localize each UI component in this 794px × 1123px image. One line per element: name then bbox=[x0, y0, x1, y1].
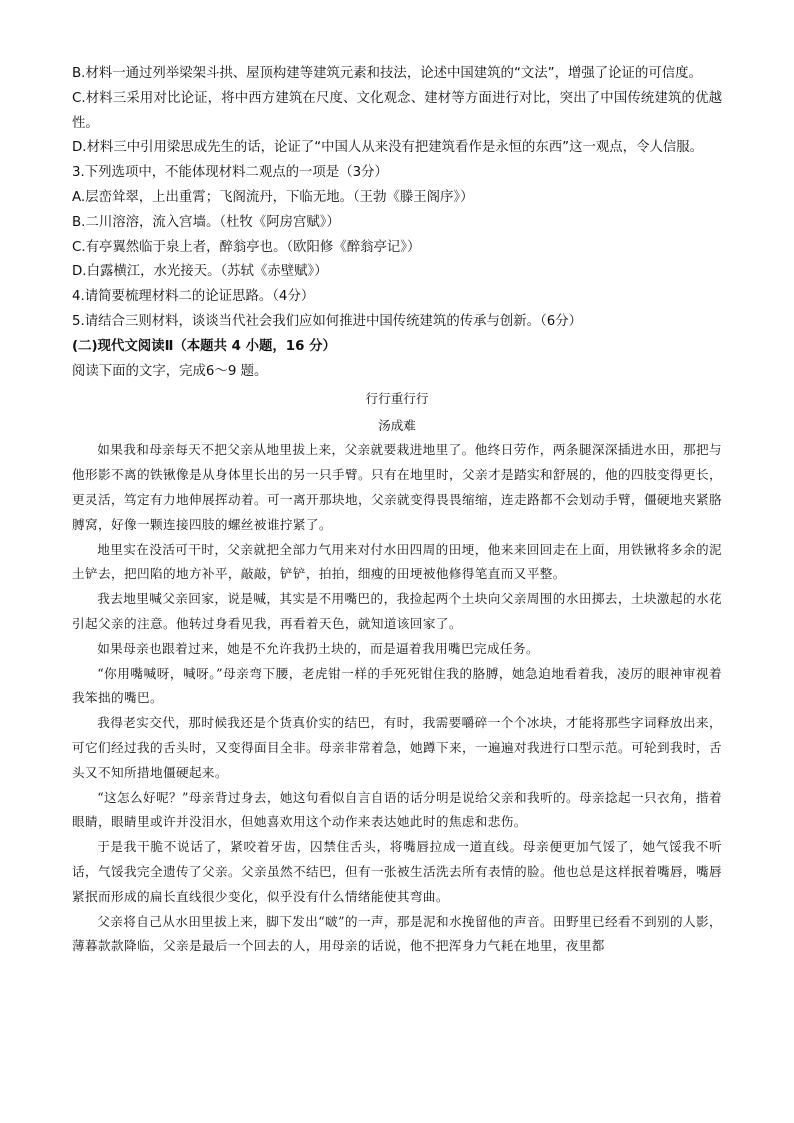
q2-option-c: C.材料三采用对比论证，将中西方建筑在尺度、文化观念、建材等方面进行对比，突出了中国传统建筑的优越性。 bbox=[72, 90, 722, 131]
exam-page bbox=[72, 62, 722, 959]
story-author: 汤成难 bbox=[378, 418, 416, 434]
story-title: 行行重行行 bbox=[365, 391, 429, 407]
q4-stem: 4.请简要梳理材料二的论证思路。（4分） bbox=[72, 289, 315, 305]
q2-option-b: B.材料一通过列举梁架斗拱、屋顶构建等建筑元素和技法，论述中国建筑的“文法”，增强了论证的可信度。 bbox=[72, 66, 702, 81]
story-body bbox=[72, 438, 722, 959]
story-paragraph: 于是我干脆不说话了，紧咬着牙齿，囚禁住舌头，将嘴唇拉成一道直线。母亲便更加气馁了，她气馁我不听话，气馁我完全遗传了父亲。父亲虽然不结巴，但有一张被生活洗去所有表情的脸。他也总是这样抿着嘴唇，嘴唇紧抿而形成的扁长直线很少变化，似乎没有什么情绪能使其弯曲。 bbox=[72, 839, 722, 904]
story-paragraph: 如果母亲也跟着过来，她是不允许我扔土块的，而是逼着我用嘴巴完成任务。 bbox=[97, 640, 539, 656]
q3-option-c: C.有亭翼然临于泉上者，醉翁亭也。（欧阳修《醉翁亭记》） bbox=[72, 239, 421, 255]
q3-option-d: D.白露横江，水光接天。（苏轼《赤壁赋》） bbox=[72, 264, 328, 280]
story-paragraph: 我去地里喊父亲回家，说是喊，其实是不用嘴巴的，我捡起两个土块向父亲周围的水田掷去，土块激起的水花引起父亲的注意。他转过身看见我，再看着天色，就知道该回家了。 bbox=[72, 591, 722, 631]
q3-option-a: A.层峦耸翠，上出重霄；飞阁流丹，下临无地。（王勃《滕王阁序》） bbox=[72, 189, 474, 205]
story-paragraph: 如果我和母亲每天不把父亲从地里拔上来，父亲就要栽进地里了。他终日劳作，两条腿深深插进水田，那把与他形影不离的铁锹像是从身体里长出的另一只手臂。只有在地里时，父亲才是踏实和舒展的，他的四肢变得更长，更灵活，笃定有力地伸展挥动着。可一离开那块地，父亲就变得畏畏缩缩，连走路都不会划动手臂，僵硬地夹紧胳膊窝，好像一颗连接四肢的螺丝被谁拧紧了。 bbox=[72, 442, 722, 532]
q2-option-d: D.材料三中引用梁思成先生的话，论证了“中国人从来没有把建筑看作是永恒的东西”这一观点，令人信服。 bbox=[72, 140, 704, 156]
reading-instruction: 阅读下面的文字，完成6～9 题。 bbox=[72, 363, 268, 379]
story-paragraph: 地里实在没活可干时，父亲就把全部力气用来对付水田四周的田埂，他来来回回走在上面，用铁锹将多余的泥土铲去，把凹陷的地方补平，敲敲，铲铲，拍拍，细瘦的田埂被他修得笔直而又平整。 bbox=[72, 541, 722, 582]
q5-stem: 5.请结合三则材料，谈谈当代社会我们应如何推进中国传统建筑的传承与创新。（6分） bbox=[72, 313, 583, 329]
section-heading: (二)现代文阅读Ⅱ（本题共 4 小题，16 分） bbox=[72, 338, 336, 354]
story-paragraph: 父亲将自己从水田里拔上来，脚下发出“啵”的一声，那是泥和水挽留他的声音。田野里已经看不到别的人影，薄暮款款降临，父亲是最后一个回去的人，用母亲的话说，他不把浑身力气耗在地里，夜里都 bbox=[72, 913, 722, 954]
story-paragraph: “这怎么好呢？”母亲背过身去，她这句看似自言自语的话分明是说给父亲和我听的。母亲捻起一只衣角，揩着眼睛，眼睛里或许并没泪水，但她喜欢用这个动作来表达她此时的焦虑和悲伤。 bbox=[72, 789, 722, 830]
q3-option-b: B.二川溶溶，流入宫墙。（杜牧《阿房宫赋》） bbox=[72, 214, 340, 230]
story-paragraph: “你用嘴喊呀，喊呀。”母亲弯下腰，老虎钳一样的手死死钳住我的胳膊，她急迫地看着我，凌厉的眼神审视着我笨拙的嘴巴。 bbox=[72, 665, 722, 706]
story-paragraph: 我得老实交代，那时候我还是个货真价实的结巴，有时，我需要嚼碎一个个冰块，才能将那些字词释放出来，可它们经过我的舌头时，又变得面目全非。母亲非常着急，她蹲下来，一遍遍对我进行口型示范。可轮到我时，舌头又不知所措地僵硬起来。 bbox=[72, 715, 722, 780]
q3-stem: 3.下列选项中，不能体现材料二观点的一项是（3分） bbox=[72, 165, 388, 181]
